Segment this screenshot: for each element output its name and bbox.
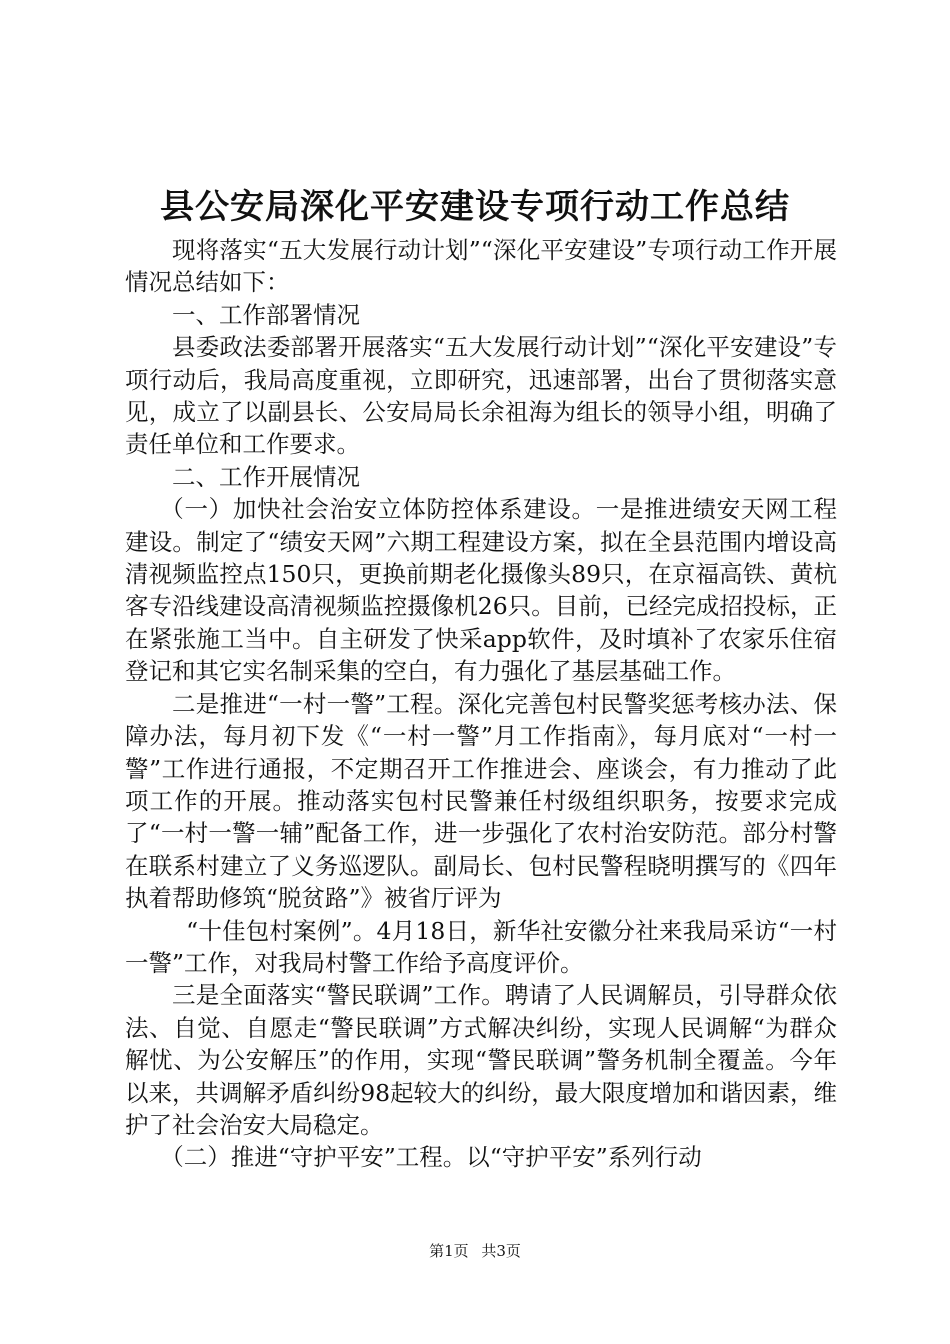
page-number: 第1页: [429, 1242, 469, 1260]
paragraph-intro: 现将落实“五大发展行动计划”“深化平安建设”专项行动工作开展情况总结如下：: [125, 236, 837, 297]
paragraph-deployment: 县委政法委部署开展落实“五大发展行动计划”“深化平安建设”专项行动后，我局高度重视，立即研究，迅速部署，出台了贯彻落实意见，成立了以副县长、公安局局长余祖海为组长的领导小组，明确了责任单位和工作要求。: [125, 333, 837, 459]
page-total: 共3页: [481, 1242, 521, 1260]
paragraph-prevention-system: （一）加快社会治安立体防控体系建设。一是推进绩安天网工程建设。制定了“绩安天网”六期工程建设方案，拟在全县范围内增设高清视频监控点150只，更换前期老化摄像头89只，在京福高铁、黄杭客专沿线建设高清视频监控摄像机26只。目前，已经完成招投标，正在紧张施工当中。自主研发了快采app软件，及时填补了农家乐住宿登记和其它实名制采集的空白，有力强化了基层基础工作。: [125, 495, 837, 686]
section-heading-progress: 二、工作开展情况: [172, 462, 360, 491]
paragraph-village-police: 二是推进“一村一警”工程。深化完善包村民警奖惩考核办法、保障办法，每月初下发《“一村一警”月工作指南》，每月底对“一村一警”工作进行通报，不定期召开工作推进会、座谈会，有力推动了此项工作的开展。推动落实包村民警兼任村级组织职务，按要求完成了“一村一警一辅”配备工作，进一步强化了农村治安防范。部分村警在联系村建立了义务巡逻队。副局长、包村民警程晓明撰写的《四年执着帮助修筑“脱贫路”》被省厅评为: [125, 689, 837, 913]
paragraph-guard-safety: （二）推进“守护平安”工程。以“守护平安”系列行动: [160, 1143, 702, 1172]
document-body: [125, 234, 837, 1174]
page-footer: [0, 1239, 950, 1263]
section-heading-deployment: 一、工作部署情况: [172, 300, 360, 329]
paragraph-case-award: “十佳包村案例”。4月18日，新华社安徽分社来我局采访“一村一警”工作，对我局村警工作给予高度评价。: [125, 916, 837, 977]
document-title: 县公安局深化平安建设专项行动工作总结: [160, 187, 790, 227]
paragraph-mediation: 三是全面落实“警民联调”工作。聘请了人民调解员，引导群众依法、自觉、自愿走“警民联调”方式解决纠纷，实现人民调解“为群众解忧、为公安解压”的作用，实现“警民联调”警务机制全覆盖。今年以来，共调解矛盾纠纷98起较大的纠纷，最大限度增加和谐因素，维护了社会治安大局稳定。: [125, 981, 837, 1139]
